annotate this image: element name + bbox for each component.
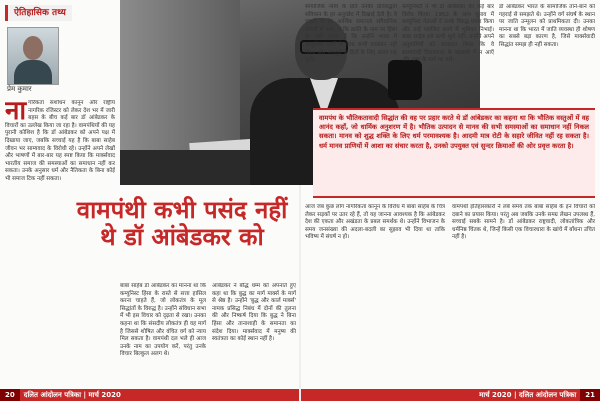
article-text-2: बाबा साहेब डॉ आंबेडकर का मानना था कि कम्युनिस्ट हिंसा के रास्ते से सत्ता हासिल करना चाहते हैं, जो लोकतंत्र के मूल सिद्धांतों के विरुद्ध है। उन्होंने संविधान सभा में भी इस विचार को दृढ़ता से रखा। उनका कहना था कि संसदीय लोकतंत्र ही वह मार्ग है जिससे शोषित और वंचित वर्ग को न्याय मिल सकता है। वामपंथी दल भले ही आज उनके नाम का उपयोग करें, परंतु उनके विचार बिल्कुल अलग थे। [120,283,206,358]
footer-left-text: दलित आंदोलन पत्रिका | मार्च 2020 [23,391,121,399]
article-column-6 [499,4,595,104]
section-tag: ऐतिहासिक तथ्य [5,5,72,21]
article-text-5: कम्युनिस्टों ने भी डॉ आंबेडकर का कई बार विरोध किया। 1952 के आम चुनाव में कम्युनिस्ट नेताओं ने उनके विरुद्ध प्रचार किया और उन्हें पराजित करने में भूमिका निभाई। बाबा साहेब इसे कभी भूले नहीं। उन्होंने अपने अनुयायियों को सावधान किया कि वे साम्यवादी विचारधारा के बहकावे में न आएँ और धम्म के मार्ग पर चलें। [402,4,494,64]
article-text-4: सामाजिक न्याय के प्रति उनकी प्रतिबद्धता संविधान के हर अनुच्छेद में दिखाई देती है। वे चाहते थे कि आर्थिक समानता संवैधानिक उपायों से आए, न कि क्रांति के नाम पर हिंसा से। यही कारण है कि उन्होंने भारत में कम्युनिस्ट पार्टी के साथ कभी गठबंधन नहीं किया और मजदूरों के हितों के लिए अलग राह चुनी। [305,4,397,64]
page-number-left: 20 [0,389,20,401]
footer-right [301,389,600,401]
footer-right-text: मार्च 2020 | दलित आंदोलन पत्रिका [479,391,577,399]
author-body-shape [14,60,52,85]
pull-quote: वामपंथ के भौतिकतावादी सिद्धांत की वह पर प्रहार करते थे डॉ आंबेडकर का कहना था कि भौतिक वस्तुओं में वह आनंद कहाँ, जो धार्मिक अनुशरण में है। भौतिक उत्पादन से मानव की सभी समस्याओं का समाधान नहीं निकल सकता। मानव को शुद्ध शक्ति के लिए धर्म परमावश्यक है। आदमी मात्र रोटी के सहारे जीवित नहीं रह सकता है। धर्म मानव प्राणियों में आशा का संचार करता है, उनको उपयुक्त एवं सुन्दर क्रियाओं की ओर प्रवृत्त करता है। [313,108,595,198]
article-column-5 [402,4,494,104]
article-column-4 [305,4,397,104]
article-text-6: डॉ आंबेडकर भारत के सामाजिक ताने-बाने को गहराई से समझते थे। उन्होंने वर्ग संघर्ष के स्थान पर जाति उन्मूलन को प्राथमिकता दी। उनका मानना था कि भारत में जाति व्यवस्था ही शोषण का सबसे बड़ा कारण है, जिसे मार्क्सवादी सिद्धांत समझ ही नहीं सकता। [499,4,595,48]
dropcap: ना [5,100,27,126]
headline: वामपंथी कभी पसंद नहीं थे डॉ आंबेडकर को [76,196,288,251]
article-text-3: आंबेडकर ने बौद्ध धम्म को अपनाते हुए कहा था कि बुद्ध का मार्ग मार्क्स के मार्ग से श्रेष्ठ है। उन्होंने 'बुद्ध और कार्ल मार्क्स' नामक प्रसिद्ध निबंध में दोनों की तुलना की और निष्कर्ष दिया कि बुद्ध ने बिना हिंसा और तानाशाही के समानता का संदेश दिया। मार्क्सवाद में मनुष्य की स्वतंत्रता का कोई स्थान नहीं है। [212,283,296,343]
article-text-1: गरिकता संशोधन कानून और राष्ट्रीय नागरिक रजिस्टर को लेकर देश भर में जारी बहस के बीच कई बार डॉ आंबेडकर के विचारों का उल्लेख किया जा रहा है। वामपंथियों की यह पुरानी कोशिश है कि डॉ आंबेडकर को अपने पक्ष में दिखाया जाए, जबकि सच्चाई यह है कि बाबा साहेब जीवन भर साम्यवाद के विरोधी रहे। उन्होंने अपने लेखों और भाषणों में बार-बार यह स्पष्ट किया कि मार्क्सवाद भारतीय समाज की समस्याओं का समाधान नहीं कर सकता। उनके अनुसार धर्म और नैतिकता के बिना कोई भी समाज टिक नहीं सकता। [5,100,115,182]
article-column-2 [120,283,206,385]
author-head-shape [23,36,43,60]
article-text-8: वामपंथी इतिहासकारों ने लंबे समय तक बाबा साहेब के इन विचारों को दबाने का प्रयास किया। परंतु अब जबकि उनके समग्र लेखन उपलब्ध हैं, सच्चाई सबके सामने है। डॉ आंबेडकर राष्ट्रवादी, लोकतांत्रिक और धर्मनिष्ठ चिंतक थे, जिन्हें किसी एक विचारधारा के खांचे में बाँधना उचित नहीं है। [452,204,595,241]
article-column-3 [212,283,296,385]
article-text-7: आज जब कुछ लोग नागरिकता कानून के विरोध में बाबा साहेब के चित्र लेकर सड़कों पर उतर रहे हैं, तो यह जानना आवश्यक है कि आंबेडकर देश की एकता और अखंडता के प्रबल समर्थक थे। उन्होंने विभाजन के समय जनसंख्या की अदला-बदली का सुझाव भी दिया था ताकि भविष्य में संघर्ष न हो। [305,204,445,241]
article-column-8 [452,204,595,386]
author-photo [7,27,59,85]
footer-left [0,389,299,401]
author-name: प्रेम कुमार [7,85,32,93]
page-number-right: 21 [580,389,600,401]
article-column-7 [305,204,445,386]
